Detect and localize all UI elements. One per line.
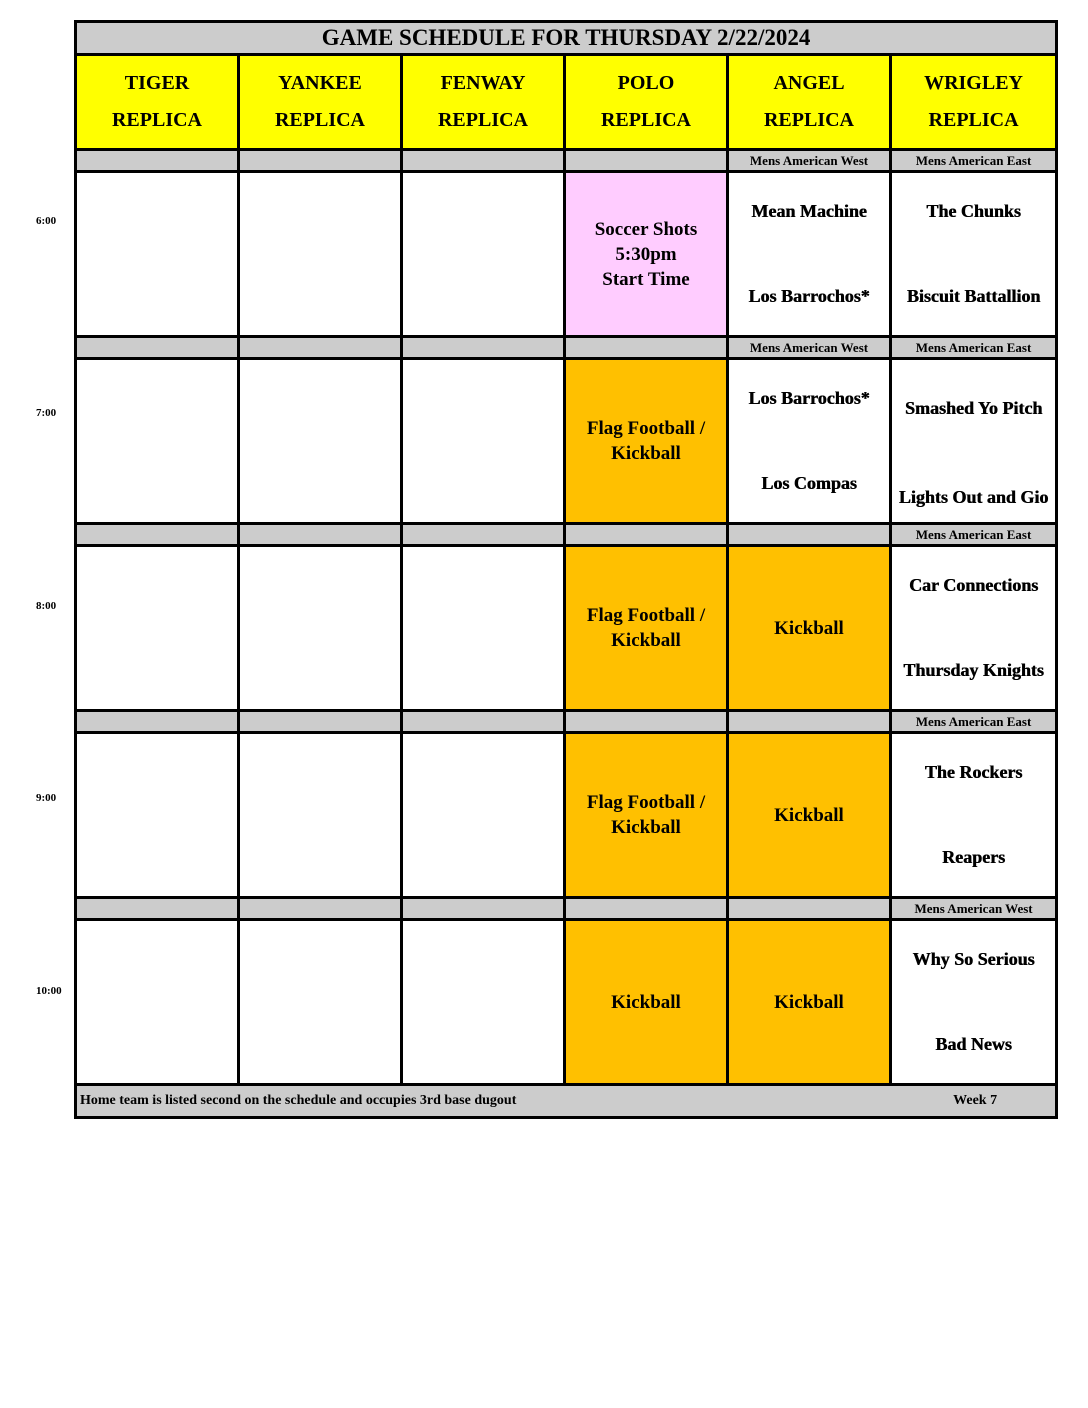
field-header-tiger: TIGER REPLICA — [76, 55, 239, 150]
field-header-wrigley: WRIGLEY REPLICA — [891, 55, 1057, 150]
game-row — [76, 359, 1057, 524]
matchup-cell — [728, 359, 891, 524]
time-label: 10:00 — [36, 985, 62, 997]
field-header-yankee: YANKEE REPLICA — [239, 55, 402, 150]
division-label: Mens American East — [891, 524, 1057, 546]
game-row — [76, 733, 1057, 898]
field-header-polo: POLO REPLICA — [565, 55, 728, 150]
home-team: Los Compas — [761, 473, 857, 493]
away-team: The Chunks — [926, 201, 1021, 221]
home-team: Reapers — [942, 847, 1006, 867]
schedule-title: GAME SCHEDULE FOR THURSDAY 2/22/2024 — [76, 22, 1057, 55]
away-team: The Rockers — [924, 762, 1023, 782]
field-header-fenway: FENWAY REPLICA — [402, 55, 565, 150]
game-row — [76, 920, 1057, 1085]
flag-football-cell: Flag Football / Kickball — [565, 359, 728, 524]
matchup-cell — [891, 733, 1057, 898]
kickball-cell: Kickball — [728, 546, 891, 711]
flag-football-cell: Flag Football / Kickball — [565, 733, 728, 898]
division-row — [76, 711, 1057, 733]
division-label: Mens American West — [891, 898, 1057, 920]
week-label: Week 7 — [953, 1093, 998, 1108]
away-team: Why So Serious — [912, 949, 1035, 969]
matchup-cell — [891, 546, 1057, 711]
matchup-cell — [728, 172, 891, 337]
footer-row — [76, 1085, 1057, 1118]
kickball-cell: Kickball — [728, 733, 891, 898]
division-label: Mens American East — [891, 337, 1057, 359]
time-label: 9:00 — [36, 792, 57, 804]
schedule-table — [74, 20, 1058, 1119]
time-label: 8:00 — [36, 600, 57, 612]
away-team: Mean Machine — [751, 201, 867, 221]
kickball-cell: Kickball — [728, 920, 891, 1085]
home-team: Bad News — [935, 1034, 1012, 1054]
division-label: Mens American West — [728, 337, 891, 359]
game-row — [76, 546, 1057, 711]
time-label: 7:00 — [36, 407, 57, 419]
title-row — [76, 22, 1057, 55]
field-header-angel: ANGEL REPLICA — [728, 55, 891, 150]
matchup-cell — [891, 920, 1057, 1085]
division-row — [76, 150, 1057, 172]
flag-football-cell: Flag Football / Kickball — [565, 546, 728, 711]
home-team: Biscuit Battallion — [906, 286, 1041, 306]
game-row — [76, 172, 1057, 337]
home-team: Los Barrochos* — [748, 286, 870, 306]
kickball-cell: Kickball — [565, 920, 728, 1085]
division-label: Mens American East — [891, 711, 1057, 733]
soccer-shots-cell: Soccer Shots 5:30pm Start Time — [565, 172, 728, 337]
division-row — [76, 524, 1057, 546]
division-label: Mens American East — [891, 150, 1057, 172]
away-team: Smashed Yo Pitch — [904, 398, 1043, 418]
away-team: Car Connections — [908, 575, 1039, 595]
home-team-note: Home team is listed second on the schedule and occupies 3rd base dugout — [80, 1093, 517, 1108]
division-label: Mens American West — [728, 150, 891, 172]
time-label: 6:00 — [36, 215, 57, 227]
home-team: Thursday Knights — [903, 660, 1044, 680]
away-team: Los Barrochos* — [748, 388, 870, 408]
division-row — [76, 898, 1057, 920]
home-team: Lights Out and Gio — [898, 487, 1049, 507]
division-row — [76, 337, 1057, 359]
matchup-cell — [891, 172, 1057, 337]
field-header-row — [76, 55, 1057, 150]
matchup-cell — [891, 359, 1057, 524]
